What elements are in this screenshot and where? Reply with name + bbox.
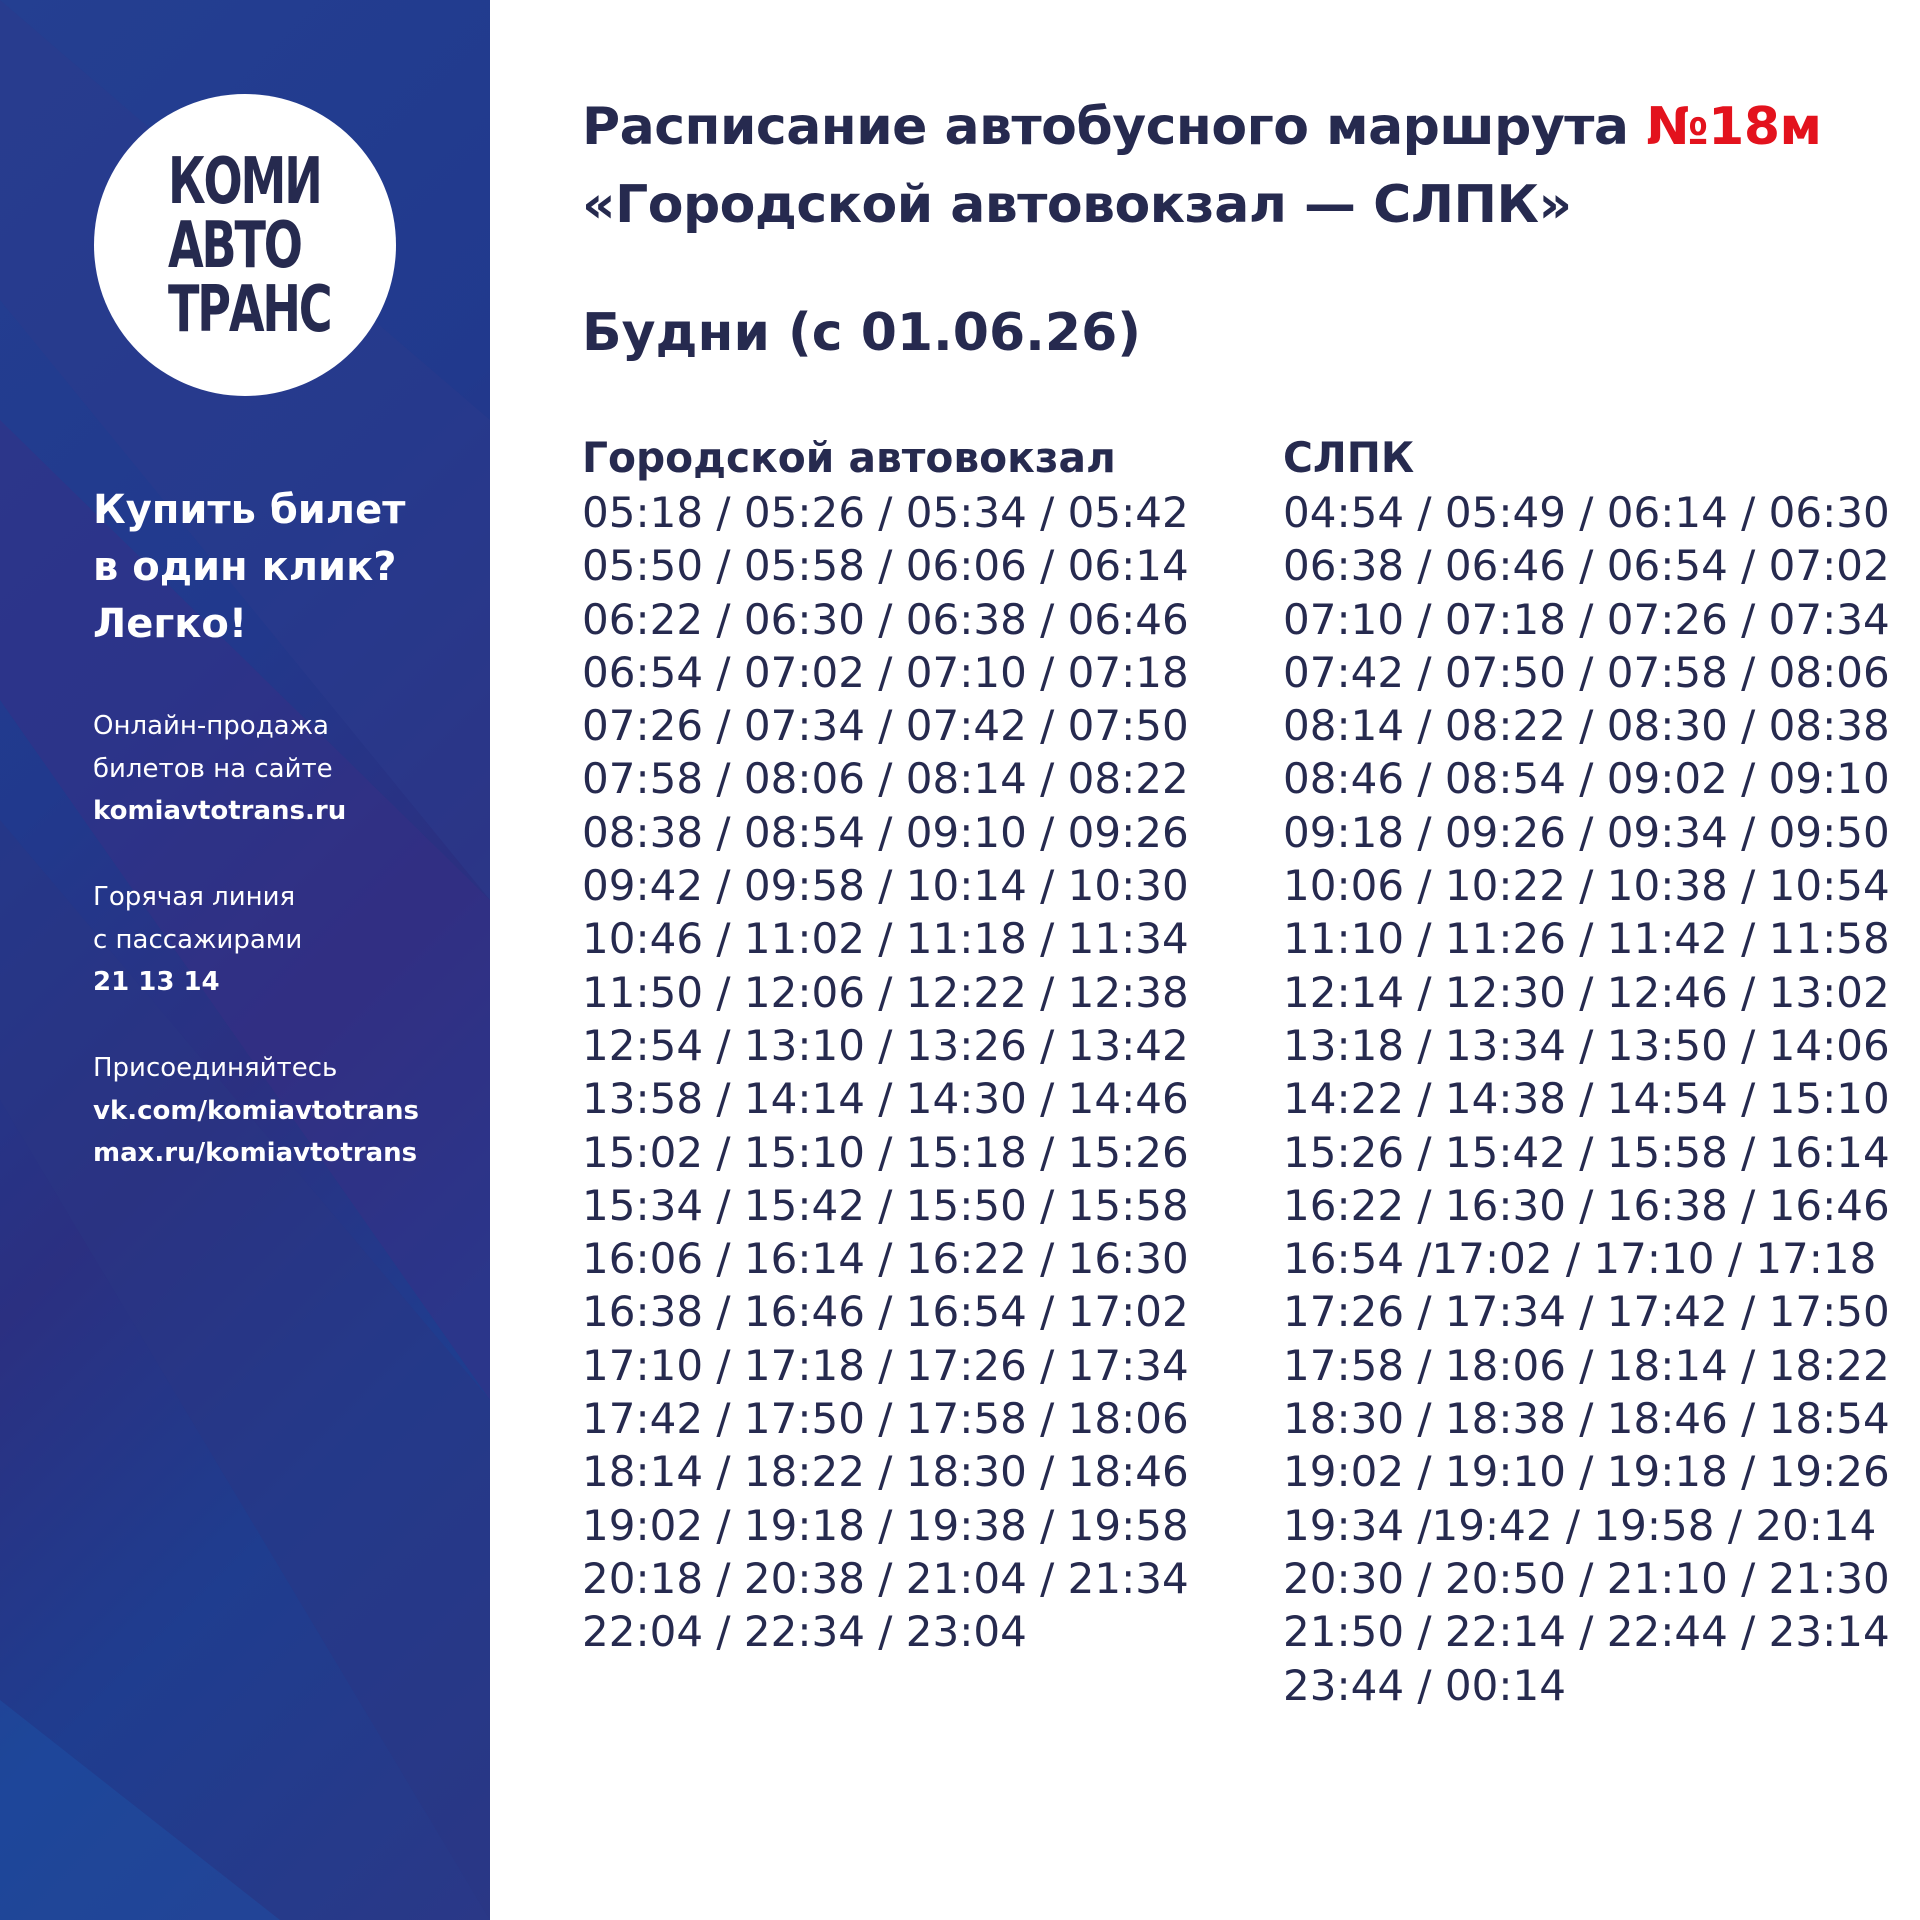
departure-times-slpk <box>1283 486 1890 1712</box>
hotline-label-2: с пассажирами <box>93 924 303 955</box>
times-row: 19:34 /19:42 / 19:58 / 20:14 <box>1283 1500 1877 1550</box>
times-row: 09:42 / 09:58 / 10:14 / 10:30 <box>582 861 1189 911</box>
promo-line: Легко! <box>93 601 248 647</box>
hotline-block <box>93 876 483 1004</box>
times-row: 13:18 / 13:34 / 13:50 / 14:06 <box>1283 1020 1890 1070</box>
online-sales-label: Онлайн-продажа <box>93 711 329 741</box>
times-row: 15:02 / 15:10 / 15:18 / 15:26 <box>582 1127 1189 1177</box>
times-row: 17:58 / 18:06 / 18:14 / 18:22 <box>1283 1340 1890 1390</box>
times-row: 18:30 / 18:38 / 18:46 / 18:54 <box>1283 1394 1890 1444</box>
times-row: 13:58 / 14:14 / 14:30 / 14:46 <box>582 1074 1189 1124</box>
times-row: 07:10 / 07:18 / 07:26 / 07:34 <box>1283 594 1890 644</box>
max-link[interactable]: max.ru/komiavtotrans <box>93 1138 418 1168</box>
column-header-slpk: СЛПК <box>1283 433 1415 482</box>
logo-line-trans: ТРАНС <box>168 273 331 347</box>
times-row: 20:30 / 20:50 / 21:10 / 21:30 <box>1283 1553 1890 1603</box>
route-number: №18м <box>1646 97 1822 157</box>
online-sales-label-2: билетов на сайте <box>93 753 333 784</box>
promo-line: в один клик? <box>93 544 397 590</box>
logo-line-avto: АВТО <box>168 209 301 283</box>
times-row: 10:06 / 10:22 / 10:38 / 10:54 <box>1283 861 1890 911</box>
times-row: 11:50 / 12:06 / 12:22 / 12:38 <box>582 967 1189 1017</box>
times-row: 18:14 / 18:22 / 18:30 / 18:46 <box>582 1447 1189 1497</box>
times-row: 19:02 / 19:18 / 19:38 / 19:58 <box>582 1500 1189 1550</box>
hotline-phone[interactable]: 21 13 14 <box>93 967 220 997</box>
times-row: 04:54 / 05:49 / 06:14 / 06:30 <box>1283 488 1890 537</box>
times-row: 07:42 / 07:50 / 07:58 / 08:06 <box>1283 647 1890 697</box>
times-row: 11:10 / 11:26 / 11:42 / 11:58 <box>1283 914 1890 964</box>
logo-wordmark <box>168 145 331 347</box>
times-row: 08:38 / 08:54 / 09:10 / 09:26 <box>582 807 1189 857</box>
times-row: 22:04 / 22:34 / 23:04 <box>582 1607 1027 1657</box>
times-row: 19:02 / 19:10 / 19:18 / 19:26 <box>1283 1447 1890 1497</box>
times-row: 12:14 / 12:30 / 12:46 / 13:02 <box>1283 967 1890 1017</box>
column-header-bus-station: Городской автовокзал <box>582 433 1116 482</box>
times-row: 10:46 / 11:02 / 11:18 / 11:34 <box>582 914 1189 964</box>
departure-times-bus-station <box>582 486 1189 1659</box>
times-row: 17:26 / 17:34 / 17:42 / 17:50 <box>1283 1287 1890 1337</box>
times-row: 17:10 / 17:18 / 17:26 / 17:34 <box>582 1340 1189 1390</box>
website-link[interactable]: komiavtotrans.ru <box>93 796 347 826</box>
online-sales-block <box>93 705 483 833</box>
vk-link[interactable]: vk.com/komiavtotrans <box>93 1095 420 1126</box>
times-row: 21:50 / 22:14 / 22:44 / 23:14 <box>1283 1607 1890 1657</box>
times-row: 16:38 / 16:46 / 16:54 / 17:02 <box>582 1287 1189 1337</box>
times-row: 08:14 / 08:22 / 08:30 / 08:38 <box>1283 701 1890 751</box>
times-row: 08:46 / 08:54 / 09:02 / 09:10 <box>1283 754 1890 804</box>
promo-headline <box>93 482 473 653</box>
times-row: 14:22 / 14:38 / 14:54 / 15:10 <box>1283 1074 1890 1124</box>
times-row: 12:54 / 13:10 / 13:26 / 13:42 <box>582 1020 1189 1070</box>
times-row: 16:54 /17:02 / 17:10 / 17:18 <box>1283 1234 1877 1284</box>
schedule-column-bus-station <box>582 430 1189 1659</box>
times-row: 06:54 / 07:02 / 07:10 / 07:18 <box>582 647 1189 697</box>
times-row: 17:42 / 17:50 / 17:58 / 18:06 <box>582 1394 1189 1444</box>
times-row: 09:18 / 09:26 / 09:34 / 09:50 <box>1283 807 1890 857</box>
times-row: 07:26 / 07:34 / 07:42 / 07:50 <box>582 701 1189 751</box>
sidebar <box>0 0 490 1920</box>
times-row: 16:06 / 16:14 / 16:22 / 16:30 <box>582 1234 1189 1284</box>
title-prefix: Расписание автобусного маршрута <box>582 97 1647 157</box>
schedule-period: Будни (с 01.06.26) <box>582 303 1142 363</box>
times-row: 16:22 / 16:30 / 16:38 / 16:46 <box>1283 1180 1890 1230</box>
times-row: 23:44 / 00:14 <box>1283 1660 1566 1710</box>
times-row: 15:34 / 15:42 / 15:50 / 15:58 <box>582 1180 1189 1230</box>
times-row: 05:18 / 05:26 / 05:34 / 05:42 <box>582 488 1189 537</box>
title-line-1 <box>582 88 1822 166</box>
times-row: 20:18 / 20:38 / 21:04 / 21:34 <box>582 1553 1189 1603</box>
times-row: 07:58 / 08:06 / 08:14 / 08:22 <box>582 754 1189 804</box>
times-row: 06:38 / 06:46 / 06:54 / 07:02 <box>1283 541 1890 591</box>
hotline-label: Горячая линия <box>93 882 296 912</box>
times-row: 06:22 / 06:30 / 06:38 / 06:46 <box>582 594 1189 644</box>
schedule-column-slpk <box>1283 430 1890 1712</box>
social-label: Присоединяйтесь <box>93 1053 338 1083</box>
title-line-2: «Городской автовокзал — СЛПК» <box>582 175 1572 235</box>
times-row: 15:26 / 15:42 / 15:58 / 16:14 <box>1283 1127 1890 1177</box>
times-row: 05:50 / 05:58 / 06:06 / 06:14 <box>582 541 1189 591</box>
logo-line-komi: КОМИ <box>168 145 321 219</box>
social-block <box>93 1047 483 1175</box>
promo-line: Купить билет <box>93 487 406 533</box>
page-title <box>582 88 1822 244</box>
